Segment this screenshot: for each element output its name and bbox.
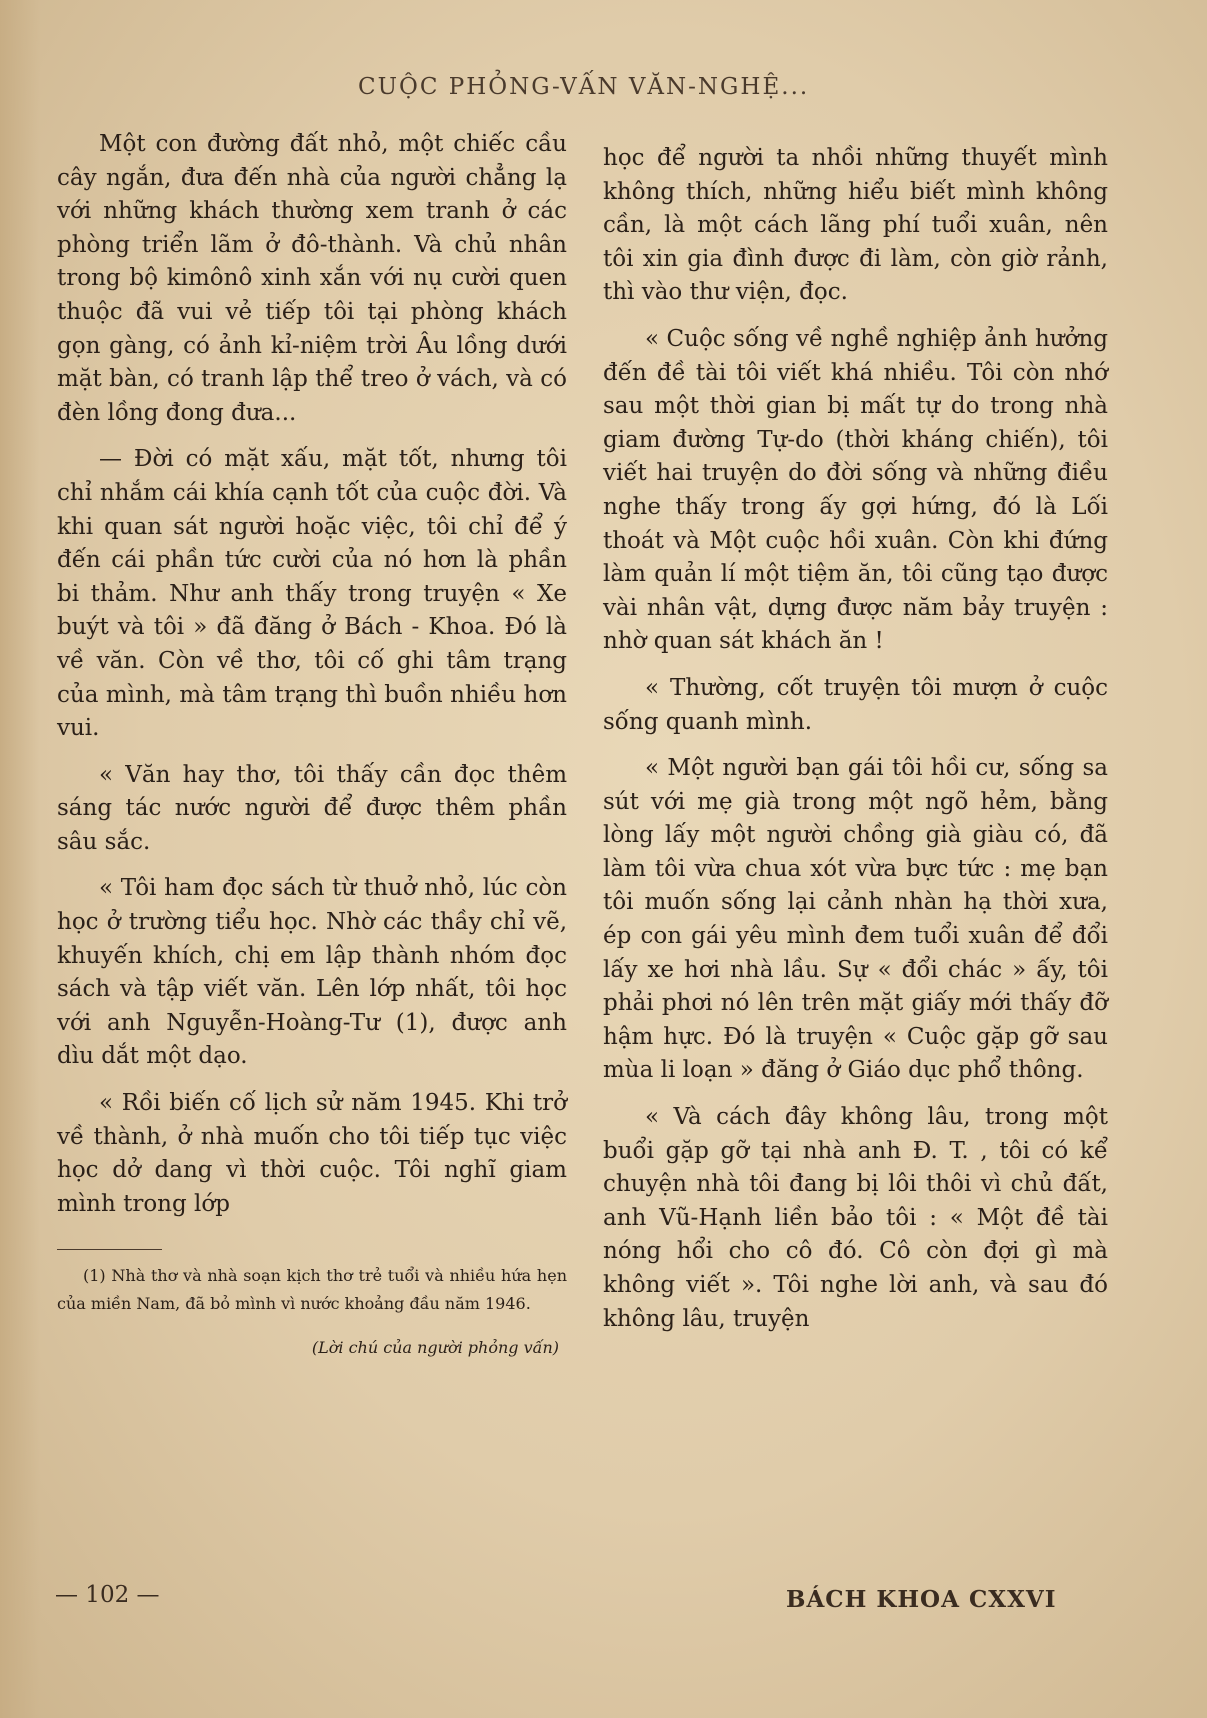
paragraph: « Cuộc sống về nghề nghiệp ảnh hưởng đến đề tài tôi viết khá nhiều. Tôi còn nhớ sau một thời gian bị mất tự do trong nhà giam đường Tự-do (thời kháng chiến), tôi viết hai truyện do đời sống và những điều nghe thấy trong ấy gợi hứng, đó là Lối thoát và Một cuộc hồi xuân. Còn khi đứng làm quản lí một tiệm ăn, tôi cũng tạo được vài nhân vật, dựng được năm bảy truyện : nhờ quan sát khách ăn ! — [603, 325, 1108, 655]
paragraph: Một con đường đất nhỏ, một chiếc cầu cây ngắn, đưa đến nhà của người chẳng lạ với những khách thường xem tranh ở các phòng triển lãm ở đô-thành. Và chủ nhân trong bộ kimônô xinh xắn với nụ cười quen thuộc đã vui vẻ tiếp tôi tại phòng khách gọn gàng, có ảnh kỉ-niệm trời Âu lồng dưới mặt bàn, có tranh lập thể treo ở vách, và có đèn lồng đong đưa... — [57, 131, 567, 426]
footnote-credit: (Lời chú của người phỏng vấn) — [311, 1338, 559, 1358]
footnote: (1) Nhà thơ và nhà soạn kịch thơ trẻ tuổi và nhiều hứa hẹn của miền Nam, đã bỏ mình vì nước khoảng đầu năm 1946. — [57, 1266, 567, 1314]
footnote-divider — [57, 1249, 162, 1250]
left-column — [57, 128, 567, 1365]
right-column — [603, 142, 1108, 1349]
paragraph: « Một người bạn gái tôi hồi cư, sống sa sút với mẹ già trong một ngõ hẻm, bằng lòng lấy một người chồng già giàu có, đã làm tôi vừa chua xót vừa bực tức : mẹ bạn tôi muốn sống lại cảnh nhàn hạ thời xưa, ép con gái yêu mình đem tuổi xuân để đổi lấy xe hơi nhà lầu. Sự « đổi chác » ấy, tôi phải phơi nó lên trên mặt giấy mới thấy đỡ hậm hực. Đó là truyện « Cuộc gặp gỡ sau mùa li loạn » đăng ở Giáo dục phổ thông. — [603, 755, 1108, 1084]
paragraph: « Rồi biến cố lịch sử năm 1945. Khi trở về thành, ở nhà muốn cho tôi tiếp tục việc học dở dang vì thời cuộc. Tôi nghĩ giam mình trong lớp — [57, 1090, 567, 1217]
page-number: — 102 — — [55, 1582, 160, 1608]
paragraph: học để người ta nhồi những thuyết mình không thích, những hiểu biết mình không cần, là một cách lãng phí tuổi xuân, nên tôi xin gia đình được đi làm, còn giờ rảnh, thì vào thư viện, đọc. — [603, 145, 1108, 306]
journal-name: BÁCH KHOA CXXVI — [786, 1586, 1057, 1613]
paragraph: « Tôi ham đọc sách từ thuở nhỏ, lúc còn học ở trường tiểu học. Nhờ các thầy chỉ vẽ, khuyến khích, chị em lập thành nhóm đọc sách và tập viết văn. Lên lớp nhất, tôi học với anh Nguyễn-Hoàng-Tư (1), được anh dìu dắt một dạo. — [57, 875, 567, 1070]
paragraph: « Và cách đây không lâu, trong một buổi gặp gỡ tại nhà anh Đ. T. , tôi có kể chuyện nhà tôi đang bị lôi thôi vì chủ đất, anh Vũ-Hạnh liền bảo tôi : « Một đề tài nóng hổi cho cô đó. Cô còn đợi gì mà không viết ». Tôi nghe lời anh, và sau đó không lâu, truyện — [603, 1104, 1108, 1332]
paragraph: — Đời có mặt xấu, mặt tốt, nhưng tôi chỉ nhắm cái khía cạnh tốt của cuộc đời. Và khi quan sát người hoặc việc, tôi chỉ để ý đến cái phần tức cười của nó hơn là phần bi thảm. Như anh thấy trong truyện « Xe buýt và tôi » đã đăng ở Bách - Khoa. Đó là về văn. Còn về thơ, tôi cố ghi tâm trạng của mình, mà tâm trạng thì buồn nhiều hơn vui. — [57, 446, 567, 742]
running-header: CUỘC PHỎNG-VẤN VĂN-NGHỆ... — [358, 74, 810, 100]
paragraph: « Văn hay thơ, tôi thấy cần đọc thêm sáng tác nước người để được thêm phần sâu sắc. — [57, 761, 567, 855]
paragraph: « Thường, cốt truyện tôi mượn ở cuộc sống quanh mình. — [603, 674, 1108, 735]
